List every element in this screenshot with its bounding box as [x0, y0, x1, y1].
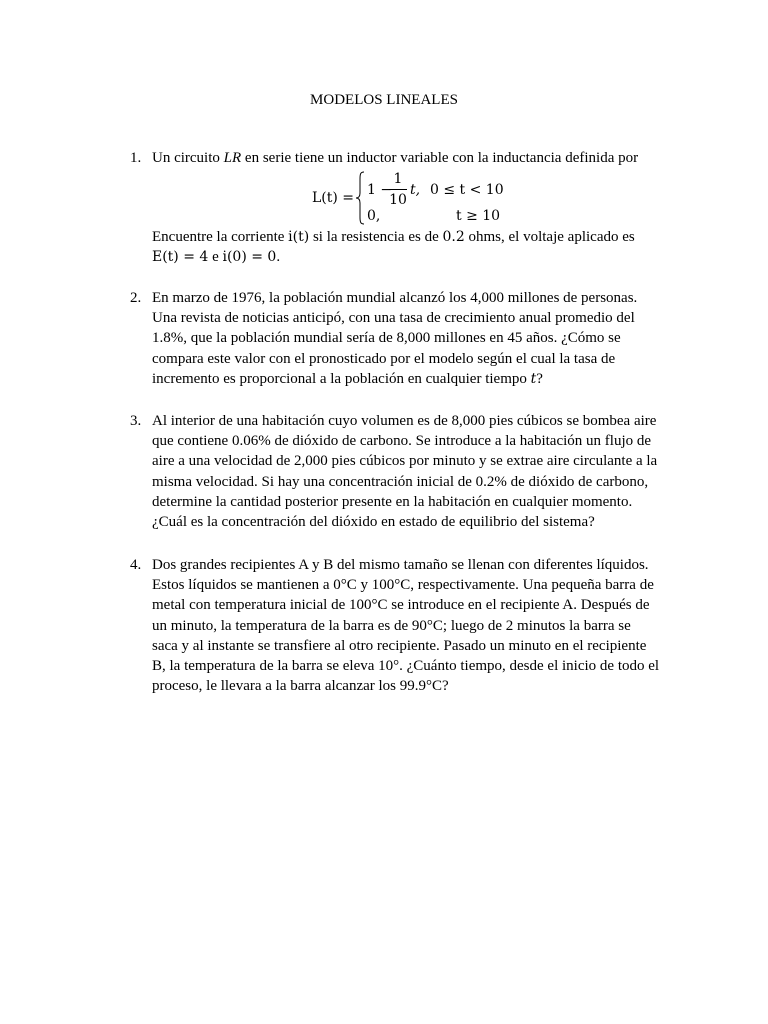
text-segment: en serie tiene un inductor variable con la inductancia definida por: [241, 150, 639, 166]
problem-line: Dos grandes recipientes A y B del mismo tamaño se llenan con diferentes líquidos.: [152, 557, 649, 573]
problem-line: [152, 247, 280, 267]
math-resistance: 0.2: [442, 229, 465, 245]
problem-line: metal con temperatura inicial de 100°C se introduce en el recipiente A. Después de: [152, 597, 650, 614]
problem-line: Estos líquidos se mantienen a 0°C y 100°C, respectivamente. Una pequeña barra de: [152, 577, 654, 594]
problem-line: [152, 369, 712, 389]
math-current: i(t): [288, 229, 310, 245]
problem-line: Una revista de noticias anticipó, con una tasa de crecimiento anual promedio del: [152, 310, 635, 327]
math-voltage: E(t) = 4: [152, 249, 209, 265]
problem-line: proceso, le llevara a la barra alcanzar los 99.9°C?: [152, 678, 449, 695]
circuit-type-label: LR: [223, 150, 242, 166]
case2-value: 0,: [367, 208, 381, 224]
problem-line: misma velocidad. Si hay una concentración inicial de 0.2% de dióxido de carbono,: [152, 473, 649, 490]
left-brace-icon: [355, 171, 365, 225]
problem-line: determine la cantidad posterior presente en la habitación en cualquier momento.: [152, 493, 633, 510]
problem-line: 1.8%, que la población mundial sería de 8,000 millones en 45 años. ¿Cómo se: [152, 330, 621, 347]
problem-number: 2.: [130, 290, 142, 306]
case1-suffix: t,: [410, 182, 421, 198]
math-initial-condition: i(0) = 0: [222, 249, 277, 265]
fraction-bar: [389, 189, 407, 190]
text-segment: Un circuito: [152, 150, 224, 166]
problem-number: 3.: [130, 413, 142, 429]
case1-prefix: 1 −: [367, 182, 393, 198]
text-segment: Encuentre la corriente: [152, 229, 289, 245]
text-segment: e: [208, 249, 223, 265]
problem-line: Al interior de una habitación cuyo volumen es de 8,000 pies cúbicos se bombea aire: [152, 413, 657, 429]
formula-lhs: L(t) =: [312, 190, 355, 206]
problem-line: [152, 148, 638, 168]
problem-text: [152, 411, 712, 532]
problem-number: 4.: [130, 557, 142, 573]
problem-line: saca y al instante se transfiere al otro recipiente. Pasado un minuto en el recipiente: [152, 637, 647, 654]
problem-line: compara este valor con el pronosticado por el modelo según el cual la tasa de: [152, 350, 616, 367]
problem-line: aire a una velocidad de 2,000 pies cúbicos por minuto y se extrae aire circulante a la: [152, 453, 658, 470]
text-segment: incremento es proporcional a la población en cualquier tiempo: [152, 370, 531, 387]
problem-line: B, la temperatura de la barra se eleva 10°. ¿Cuánto tiempo, desde el inicio de todo el: [152, 657, 660, 674]
problem-line: que contiene 0.06% de dióxido de carbono. Se introduce a la habitación un flujo de: [152, 433, 652, 450]
problem-number: 1.: [130, 150, 142, 166]
problem-line: ¿Cuál es la concentración del dióxido en estado de equilibrio del sistema?: [152, 513, 595, 530]
problem-text: [152, 288, 712, 389]
problem-line: un minuto, la temperatura de la barra es de 90°C; luego de 2 minutos la barra se: [152, 617, 631, 634]
text-segment: .: [276, 249, 281, 265]
problem-line: [152, 227, 635, 247]
page-title: MODELOS LINEALES: [310, 92, 458, 108]
fraction-numerator: 1: [393, 171, 403, 187]
problem-line: En marzo de 1976, la población mundial alcanzó los 4,000 millones de personas.: [152, 290, 638, 306]
case1-condition: 0 ≤ t < 10: [430, 182, 504, 198]
text-segment: ?: [536, 370, 543, 387]
text-segment: ohms, el voltaje aplicado es: [464, 229, 635, 245]
math-time-variable: t: [530, 370, 537, 387]
fraction-denominator: 10: [389, 192, 407, 208]
text-segment: si la resistencia es de: [309, 229, 443, 245]
problem-text: [152, 555, 712, 696]
case2-condition: t ≥ 10: [456, 208, 501, 224]
inductance-formula: [300, 168, 510, 228]
